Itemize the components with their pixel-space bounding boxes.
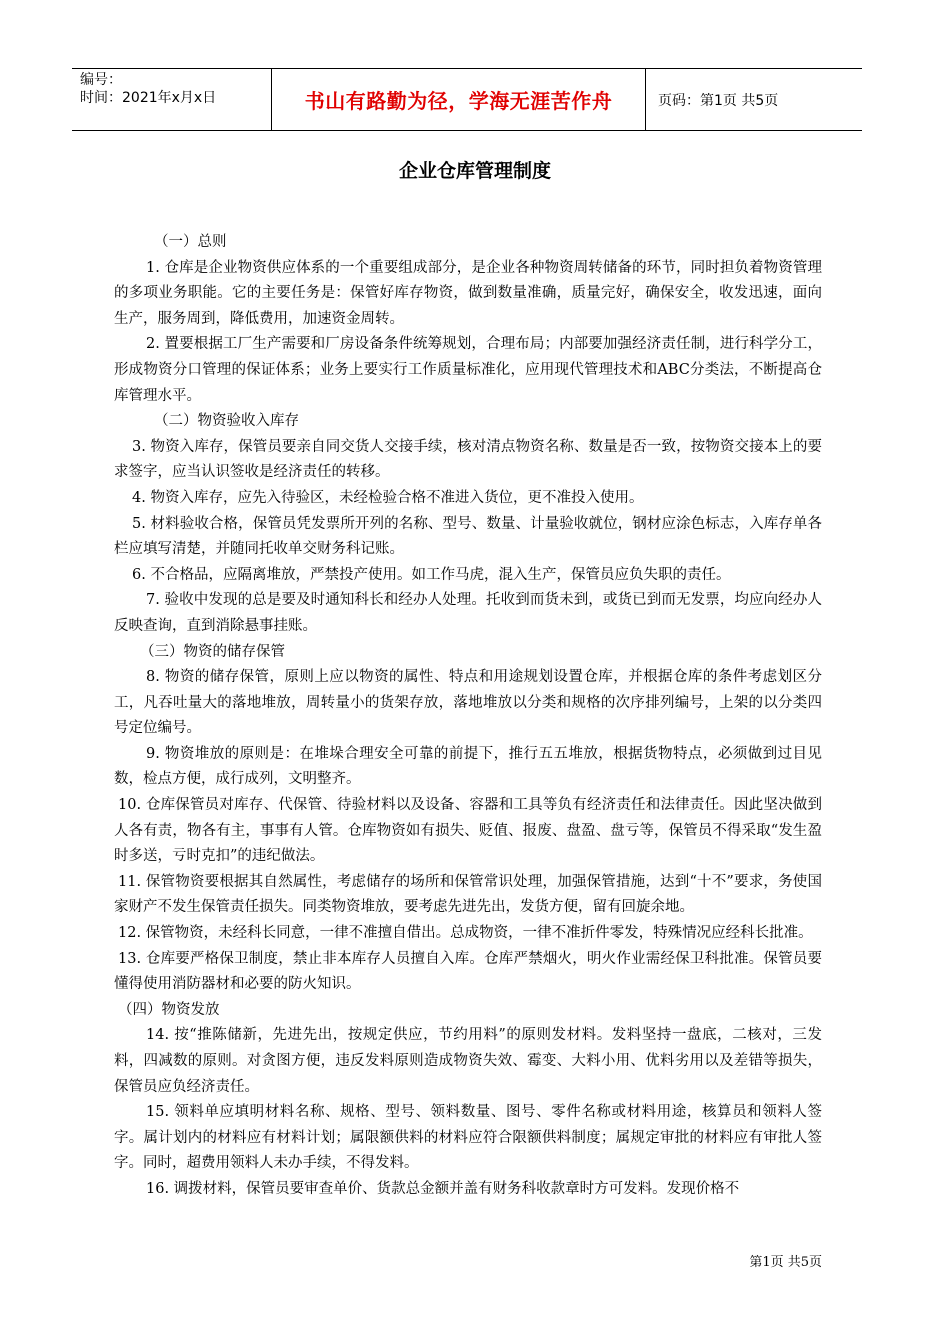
page-footer: 第1页 共5页 — [749, 1255, 822, 1270]
paragraph: 3. 物资入库存，保管员要亲自同交货人交接手续，核对清点物资名称、数量是否一致，按物资交接本上的要求签字，应当认识签收是经济责任的转移。 — [114, 438, 822, 481]
paragraph: 6. 不合格品，应隔离堆放，严禁投产使用。如工作马虎，混入生产，保管员应负失职的责任。 — [132, 566, 731, 583]
paragraph: 13. 仓库要严格保卫制度，禁止非本库存人员擅自入库。仓库严禁烟火，明火作业需经保卫科批准。保管员要懂得使用消防器材和必要的防火知识。 — [114, 950, 822, 993]
paragraph: 10. 仓库保管员对库存、代保管、待验材料以及设备、容器和工具等负有经济责任和法律责任。因此坚决做到人各有责，物各有主，事事有人管。仓库物资如有损失、贬值、报废、盘盈、盘亏等，保管员不得采取“发生盈时多送，亏时克扣”的违纪做法。 — [114, 797, 822, 865]
paragraph: 11. 保管物资要根据其自然属性，考虑储存的场所和保管常识处理，加强保管措施，达到“十不”要求，务使国家财产不发生保管责任损失。同类物资堆放，要考虑先进先出，发货方便，留有回旋余地。 — [114, 873, 822, 916]
document-title: 企业仓库管理制度 — [398, 160, 551, 182]
document-body — [114, 230, 822, 1203]
document-time-label: 时间：2021年x月x日 — [80, 90, 217, 106]
section-heading: （一）总则 — [154, 234, 227, 250]
header-motto: 书山有路勤为径，学海无涯苦作舟 — [272, 69, 646, 130]
header-table — [72, 68, 862, 131]
section-heading: （二）物资验收入库存 — [154, 413, 299, 430]
paragraph: 5. 材料验收合格，保管员凭发票所开列的名称、型号、数量、计量验收就位，钢材应涂色标志，入库存单各栏应填写清楚，并随同托收单交财务科记账。 — [114, 515, 822, 558]
paragraph: 12. 保管物资，未经科长同意，一律不准擅自借出。总成物资，一律不准折件零发，特殊情况应经科长批准。 — [118, 925, 813, 942]
paragraph: 15. 领料单应填明材料名称、规格、型号、领料数量、图号、零件名称或材料用途，核算员和领料人签字。属计划内的材料应有材料计划；属限额供料的材料应符合限额供料制度；属规定审批的材料应有审批人签字。同时，超费用领料人未办手续，不得发料。 — [114, 1104, 822, 1172]
paragraph: 8. 物资的储存保管，原则上应以物资的属性、特点和用途规划设置仓库，并根据仓库的条件考虑划区分工，凡吞吐量大的落地堆放，周转量小的货架存放，落地堆放以分类和规格的次序排列编号，上架的以分类四号定位编号。 — [114, 669, 822, 737]
paragraph: 9. 物资堆放的原则是：在堆垛合理安全可靠的前提下，推行五五堆放，根据货物特点，必须做到过目见数，检点方便，成行成列，文明整齐。 — [114, 745, 822, 788]
section-heading: （三）物资的储存保管 — [140, 643, 285, 660]
section-heading: （四）物资发放 — [118, 1001, 220, 1018]
paragraph: 4. 物资入库存，应先入待验区，未经检验合格不准进入货位，更不准投入使用。 — [132, 489, 644, 506]
header-meta-cell — [72, 69, 272, 130]
paragraph: 7. 验收中发现的总是要及时通知科长和经办人处理。托收到而货未到，或货已到而无发票，均应向经办人反映查询，直到消除悬事挂账。 — [114, 592, 822, 634]
paragraph: 14. 按“推陈储新，先进先出，按规定供应，节约用料”的原则发材料。发料坚持一盘底，二核对，三发料，四减数的原则。对贪图方便，违反发料原则造成物资失效、霉变、大料小用、优料劣用以及差错等损失，保管员应负经济责任。 — [114, 1027, 822, 1095]
paragraph: 1. 仓库是企业物资供应体系的一个重要组成部分，是企业各种物资周转储备的环节，同时担负着物资管理的多项业务职能。它的主要任务是：保管好库存物资，做到数量准确，质量完好，确保安全，收发迅速，面向生产，服务周到，降低费用，加速资金周转。 — [114, 259, 822, 327]
paragraph: 2. 置要根据工厂生产需要和厂房设备条件统筹规划，合理布局；内部要加强经济责任制，进行科学分工，形成物资分口管理的保证体系；业务上要实行工作质量标准化，应用现代管理技术和ABC分类法，不断提高仓库管理水平。 — [114, 336, 822, 404]
paragraph: 16. 调拨材料，保管员要审查单价、货款总金额并盖有财务科收款章时方可发料。发现价格不 — [146, 1180, 740, 1197]
document-number-label: 编号： — [80, 72, 122, 88]
header-page-label: 页码：第1页 共5页 — [658, 92, 779, 109]
